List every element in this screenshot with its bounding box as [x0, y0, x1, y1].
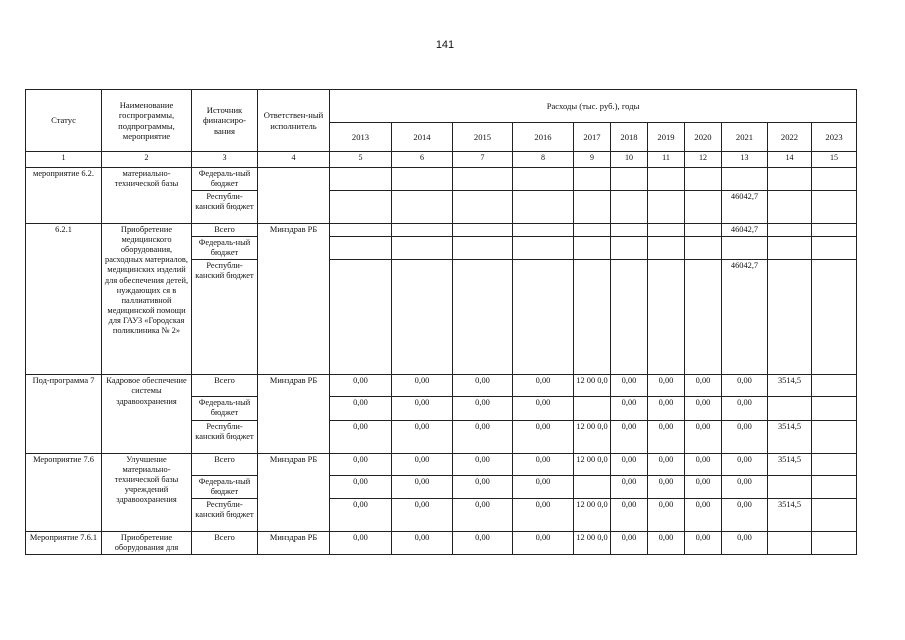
row-executor: Минздрав РБ	[258, 375, 330, 453]
value-cell	[574, 475, 611, 498]
row-executor	[258, 168, 330, 224]
value-cell: 46042,7	[722, 224, 768, 237]
row-name: Приобретение оборудования для	[102, 531, 192, 554]
column-number: 3	[192, 152, 258, 168]
value-cell: 0,00	[453, 453, 513, 475]
value-cell: 0,00	[685, 397, 722, 420]
row-source-total: Всего	[192, 531, 258, 554]
value-cell: 0,00	[392, 453, 453, 475]
value-cell: 0,00	[685, 375, 722, 397]
column-number: 14	[768, 152, 812, 168]
value-cell: 0,00	[392, 531, 453, 554]
value-cell: 3514,5	[768, 498, 812, 531]
row-status: мероприятие 6.2.	[26, 168, 102, 224]
value-cell: 12 00 0,0	[574, 498, 611, 531]
value-cell	[574, 397, 611, 420]
column-number: 6	[392, 152, 453, 168]
row-status: Мероприятие 7.6.1	[26, 531, 102, 554]
value-cell: 3514,5	[768, 420, 812, 453]
value-cell: 0,00	[722, 453, 768, 475]
value-cell: 0,00	[453, 420, 513, 453]
value-cell: 0,00	[453, 531, 513, 554]
header-year: 2022	[768, 123, 812, 152]
value-cell: 0,00	[611, 397, 648, 420]
table-row	[26, 453, 857, 475]
value-cell: 0,00	[648, 453, 685, 475]
row-source-federal: Федераль-ный бюджет	[192, 237, 258, 260]
row-source-federal: Федераль-ный бюджет	[192, 397, 258, 420]
value-cell: 0,00	[392, 475, 453, 498]
row-source-republic: Республи-канский бюджет	[192, 260, 258, 375]
value-cell: 0,00	[685, 420, 722, 453]
value-cell	[812, 453, 857, 475]
row-executor: Минздрав РБ	[258, 453, 330, 531]
table-row	[26, 531, 857, 554]
value-cell: 0,00	[330, 475, 392, 498]
row-source-republic: Республи-канский бюджет	[192, 498, 258, 531]
value-cell: 0,00	[722, 475, 768, 498]
row-name: Улучшение материально-технической базы учреждений здравоохранения	[102, 453, 192, 531]
value-cell: 0,00	[722, 397, 768, 420]
value-cell	[812, 397, 857, 420]
page-number: 141	[435, 39, 455, 51]
value-cell: 12 00 0,0	[574, 375, 611, 397]
column-number: 2	[102, 152, 192, 168]
header-year: 2019	[648, 123, 685, 152]
value-cell: 0,00	[611, 375, 648, 397]
value-cell: 0,00	[513, 375, 574, 397]
value-cell: 3514,5	[768, 453, 812, 475]
value-cell: 0,00	[722, 375, 768, 397]
column-number: 4	[258, 152, 330, 168]
value-cell: 0,00	[722, 531, 768, 554]
value-cell	[812, 498, 857, 531]
header-year: 2014	[392, 123, 453, 152]
value-cell: 0,00	[513, 498, 574, 531]
value-cell: 0,00	[648, 397, 685, 420]
row-status: Мероприятие 7.6	[26, 453, 102, 531]
row-executor: Минздрав РБ	[258, 531, 330, 554]
row-source-republic: Республи-канский бюджет	[192, 191, 258, 224]
value-cell: 0,00	[685, 531, 722, 554]
row-source-total: Всего	[192, 375, 258, 397]
header-year: 2021	[722, 123, 768, 152]
header-year: 2013	[330, 123, 392, 152]
row-source-federal: Федераль-ный бюджет	[192, 475, 258, 498]
value-cell	[768, 475, 812, 498]
row-name: Кадровое обеспечение системы здравоохранения	[102, 375, 192, 453]
column-number: 13	[722, 152, 768, 168]
value-cell	[812, 375, 857, 397]
row-name: материально-технической базы	[102, 168, 192, 224]
row-name: Приобретение медицинского оборудования, расходных материалов, медицинских изделий для обеспечения детей, нуждающих ся в паллиативной медицинской помощи для ГАУЗ «Городская поликлиника № 2»	[102, 224, 192, 375]
value-cell: 0,00	[392, 420, 453, 453]
value-cell: 0,00	[611, 453, 648, 475]
column-number: 1	[26, 152, 102, 168]
value-cell: 46042,7	[722, 191, 768, 224]
column-number: 15	[812, 152, 857, 168]
header-year: 2016	[513, 123, 574, 152]
header-expenses: Расходы (тыс. руб.), годы	[330, 90, 857, 123]
value-cell: 0,00	[611, 475, 648, 498]
value-cell: 0,00	[513, 453, 574, 475]
value-cell: 0,00	[453, 397, 513, 420]
value-cell: 3514,5	[768, 375, 812, 397]
budget-table	[25, 89, 857, 555]
value-cell: 0,00	[722, 420, 768, 453]
value-cell: 12 00 0,0	[574, 420, 611, 453]
value-cell: 0,00	[392, 375, 453, 397]
value-cell: 0,00	[330, 498, 392, 531]
column-number: 11	[648, 152, 685, 168]
value-cell: 46042,7	[722, 260, 768, 375]
value-cell: 0,00	[611, 420, 648, 453]
column-number: 10	[611, 152, 648, 168]
value-cell: 0,00	[453, 498, 513, 531]
value-cell	[768, 397, 812, 420]
value-cell: 12 00 0,0	[574, 453, 611, 475]
column-number: 12	[685, 152, 722, 168]
row-status: Под-программа 7	[26, 375, 102, 453]
header-year: 2020	[685, 123, 722, 152]
value-cell: 0,00	[513, 420, 574, 453]
value-cell: 0,00	[513, 475, 574, 498]
header-year: 2018	[611, 123, 648, 152]
value-cell	[812, 475, 857, 498]
value-cell: 0,00	[513, 397, 574, 420]
value-cell: 0,00	[685, 498, 722, 531]
value-cell: 0,00	[648, 375, 685, 397]
header-year: 2015	[453, 123, 513, 152]
header-executor: Ответствен-ный исполнитель	[258, 90, 330, 152]
row-source-total: Всего	[192, 224, 258, 237]
value-cell: 0,00	[648, 531, 685, 554]
row-source-total: Всего	[192, 453, 258, 475]
value-cell: 0,00	[453, 475, 513, 498]
column-number: 7	[453, 152, 513, 168]
value-cell: 0,00	[722, 498, 768, 531]
value-cell: 0,00	[330, 420, 392, 453]
value-cell: 0,00	[611, 531, 648, 554]
row-source-republic: Республи-канский бюджет	[192, 420, 258, 453]
table-row	[26, 375, 857, 397]
table-row	[26, 168, 857, 191]
value-cell	[812, 420, 857, 453]
column-number: 9	[574, 152, 611, 168]
value-cell: 0,00	[330, 375, 392, 397]
header-year: 2023	[812, 123, 857, 152]
value-cell	[768, 531, 812, 554]
value-cell: 0,00	[648, 498, 685, 531]
value-cell: 0,00	[648, 475, 685, 498]
row-source-federal: Федераль-ный бюджет	[192, 168, 258, 191]
value-cell: 0,00	[330, 397, 392, 420]
header-status: Статус	[26, 90, 102, 152]
value-cell	[812, 531, 857, 554]
value-cell: 0,00	[330, 531, 392, 554]
value-cell: 0,00	[611, 498, 648, 531]
value-cell: 0,00	[648, 420, 685, 453]
column-number: 5	[330, 152, 392, 168]
value-cell: 0,00	[392, 498, 453, 531]
value-cell: 0,00	[392, 397, 453, 420]
value-cell: 0,00	[685, 453, 722, 475]
header-source: Источник финансиро-вания	[192, 90, 258, 152]
column-number-row	[26, 152, 857, 168]
row-executor: Минздрав РБ	[258, 224, 330, 375]
value-cell: 0,00	[513, 531, 574, 554]
value-cell: 0,00	[453, 375, 513, 397]
value-cell: 0,00	[685, 475, 722, 498]
column-number: 8	[513, 152, 574, 168]
header-year: 2017	[574, 123, 611, 152]
table-row	[26, 224, 857, 237]
header-name: Наименование госпрограммы, подпрограммы, мероприятие	[102, 90, 192, 152]
value-cell: 0,00	[330, 453, 392, 475]
value-cell: 12 00 0,0	[574, 531, 611, 554]
row-status: 6.2.1	[26, 224, 102, 375]
